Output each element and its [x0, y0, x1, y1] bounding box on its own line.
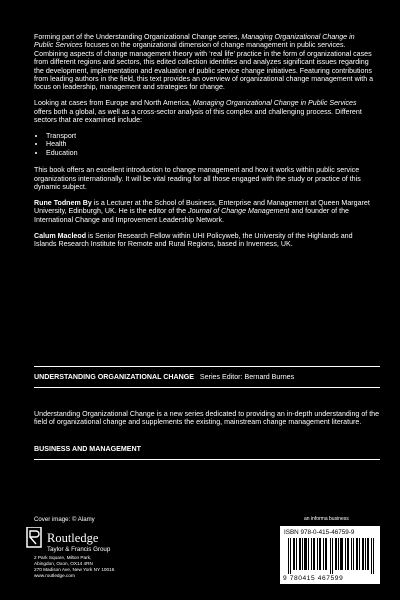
address-line: 270 Madison Ave, New York NY 10016 — [34, 567, 115, 572]
journal-title: Journal of Change Management — [188, 207, 290, 216]
bio-text: is Senior Research Fellow within UHI Policyweb, the University of the Highlands and Islands Research Institute for Remote and Rural Regions, based in Inverness, UK. — [34, 231, 353, 249]
author-name: Rune Todnem By — [34, 199, 92, 207]
list-item: • Transport — [46, 132, 374, 140]
blurb-text: Looking at cases from Europe and North America, — [34, 99, 193, 108]
subject-category: BUSINESS AND MANAGEMENT — [34, 445, 141, 453]
author-bio-2 — [34, 232, 374, 249]
book-title-italic: Managing Organizational Change in Public Services — [192, 99, 357, 108]
blurb-text: focuses on the organizational dimension of change management in public services. Combining aspects of change management theory with ‘real life’ practice in the form of organizational cases from different regions and sectors, this edited collection identifies and analyzes significant issues regarding the development, implementation and evaluation of public service change initiatives. Featuring contributions from leading authors in the field, this text provides an overview of organizational change management with a focus on leadership, management and strategies for change. — [34, 41, 374, 92]
blurb-paragraph-2 — [34, 99, 374, 124]
divider — [34, 459, 380, 460]
divider — [34, 387, 380, 388]
barcode-icon — [288, 538, 374, 574]
blurb-paragraph-3: This book offers an excellent introduction to change management and how it works within public service organizations internationally. It will be vital reading for all those engaged with the study or practice of this dynamic subject. — [34, 166, 361, 192]
author-bio-1 — [34, 199, 374, 224]
informa-label: an informa business — [304, 516, 349, 522]
bio-text: and founder of the International Change and Improvement Leadership Network. — [34, 207, 349, 224]
barcode-digits: 9 780415 467599 — [283, 575, 344, 582]
list-item: • Education — [46, 149, 374, 157]
author-name: Calum Macleod — [34, 231, 87, 240]
divider — [34, 366, 380, 367]
blurb-text: Forming part of the Understanding Organizational Change series, — [34, 33, 242, 41]
address-line: 2 Park Square, Milton Park, — [34, 555, 92, 560]
series-title: UNDERSTANDING ORGANIZATIONAL CHANGE — [34, 373, 194, 381]
bio-text: is a Lecturer at the School of Business, Enterprise and Management at Queen Margaret University, Edinburgh, UK. He is the editor of the — [34, 199, 370, 216]
isbn-barcode-box — [280, 526, 380, 584]
routledge-logo-icon — [26, 527, 42, 557]
publisher-address — [34, 555, 114, 579]
address-line: Abingdon, Oxon, OX14 4RN — [34, 561, 93, 566]
series-heading — [34, 373, 380, 381]
address-line: www.routledge.com — [34, 573, 75, 578]
blurb-text: offers both a global, as well as a cross-sector analysis of this complex and challenging process. Different sectors that are examined include: — [34, 107, 362, 125]
sector-list — [34, 132, 374, 157]
cover-credit: Cover image: © Alamy — [34, 516, 95, 523]
back-cover-blurb — [34, 33, 374, 256]
series-description: Understanding Organizational Change is a new series dedicated to providing an in-depth understanding of the field of organizational change and supplements the existing, mainstream change management literature. — [34, 410, 380, 427]
publisher-tagline: Taylor & Francis Group — [47, 546, 111, 553]
book-title-italic: Managing Organizational Change in Public Services — [34, 33, 355, 50]
isbn-number: ISBN 978-0-415-46759-9 — [284, 529, 355, 536]
blurb-paragraph-1 — [34, 33, 374, 92]
series-editor: Series Editor: Bernard Burnes — [199, 373, 295, 381]
list-item: • Health — [46, 140, 374, 148]
publisher-name: Routledge — [47, 531, 99, 545]
